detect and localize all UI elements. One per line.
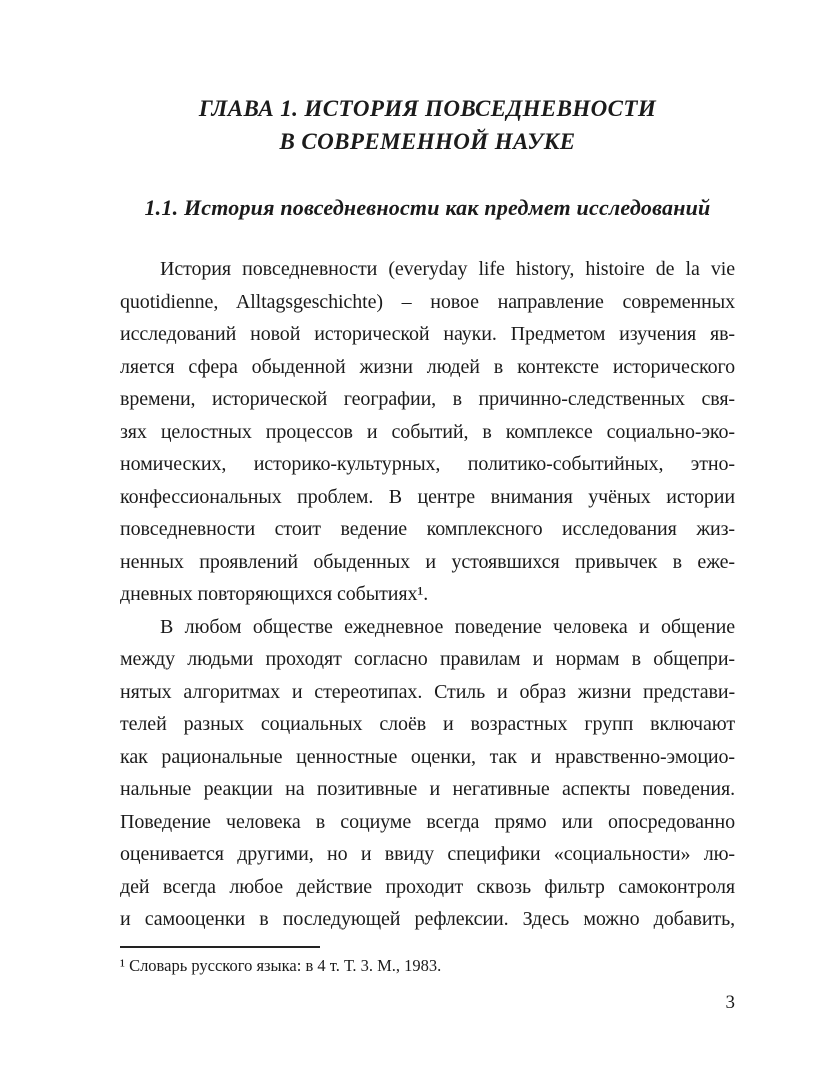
text-line: нальные реакции на позитивные и негативные аспекты поведения. (120, 778, 735, 800)
section-title: 1.1. История повседневности как предмет исследований (144, 195, 711, 220)
page-number: 3 (725, 992, 735, 1013)
paragraph (120, 253, 735, 611)
chapter-title-line-2: В СОВРЕМЕННОЙ НАУКЕ (279, 129, 576, 154)
text-line: ненных проявлений обыденных и устоявшихся привычек в еже- (120, 550, 735, 573)
text-line: ляется сфера обыденной жизни людей в контексте исторического (120, 355, 735, 378)
text-line: нятых алгоритмах и стереотипах. Стиль и образ жизни представи- (120, 680, 735, 703)
body-text (120, 253, 735, 936)
text-line: quotidienne, Alltagsgeschichte) – новое направление современных (120, 290, 735, 313)
text-line: номических, историко-культурных, политико-событийных, этно- (120, 453, 735, 475)
footnote-area (120, 946, 735, 977)
footnote-separator-rule (120, 946, 320, 948)
text-line: между людьми проходят согласно правилам и нормам в общепри- (120, 648, 735, 670)
text-line: Поведение человека в социуме всегда прямо или опосредованно (120, 810, 735, 833)
text-line: телей разных социальных слоёв и возрастных групп включают (120, 713, 735, 735)
text-line: В любом обществе ежедневное поведение человека и общение (160, 615, 735, 638)
text-line: исследований новой исторической науки. Предметом изучения яв- (120, 323, 735, 345)
text-line: как рациональные ценностные оценки, так и нравственно-эмоцио- (120, 745, 735, 768)
text-line: дневных повторяющихся событиях¹. (120, 583, 429, 605)
paragraph (120, 611, 735, 936)
text-line: оценивается другими, но и ввиду специфики «социальности» лю- (120, 843, 735, 865)
chapter-title-line-1: ГЛАВА 1. ИСТОРИЯ ПОВСЕДНЕВНОСТИ (198, 96, 657, 121)
chapter-title (120, 92, 735, 158)
text-line: и самооценки в последующей рефлексии. Здесь можно добавить, (120, 908, 735, 930)
text-line: конфессиональных проблем. В центре внимания учёных истории (120, 485, 735, 508)
footnote: ¹ Словарь русского языка: в 4 т. Т. 3. М., 1983. (120, 956, 442, 975)
text-line: дей всегда любое действие проходит сквозь фильтр самоконтроля (120, 875, 735, 898)
text-line: зях целостных процессов и событий, в комплексе социально-эко- (120, 420, 735, 443)
text-line: История повседневности (everyday life history, histoire de la vie (160, 258, 735, 280)
text-line: повседневности стоит ведение комплексного исследования жиз- (120, 518, 735, 540)
text-line: времени, исторической географии, в причинно-следственных свя- (120, 388, 735, 410)
